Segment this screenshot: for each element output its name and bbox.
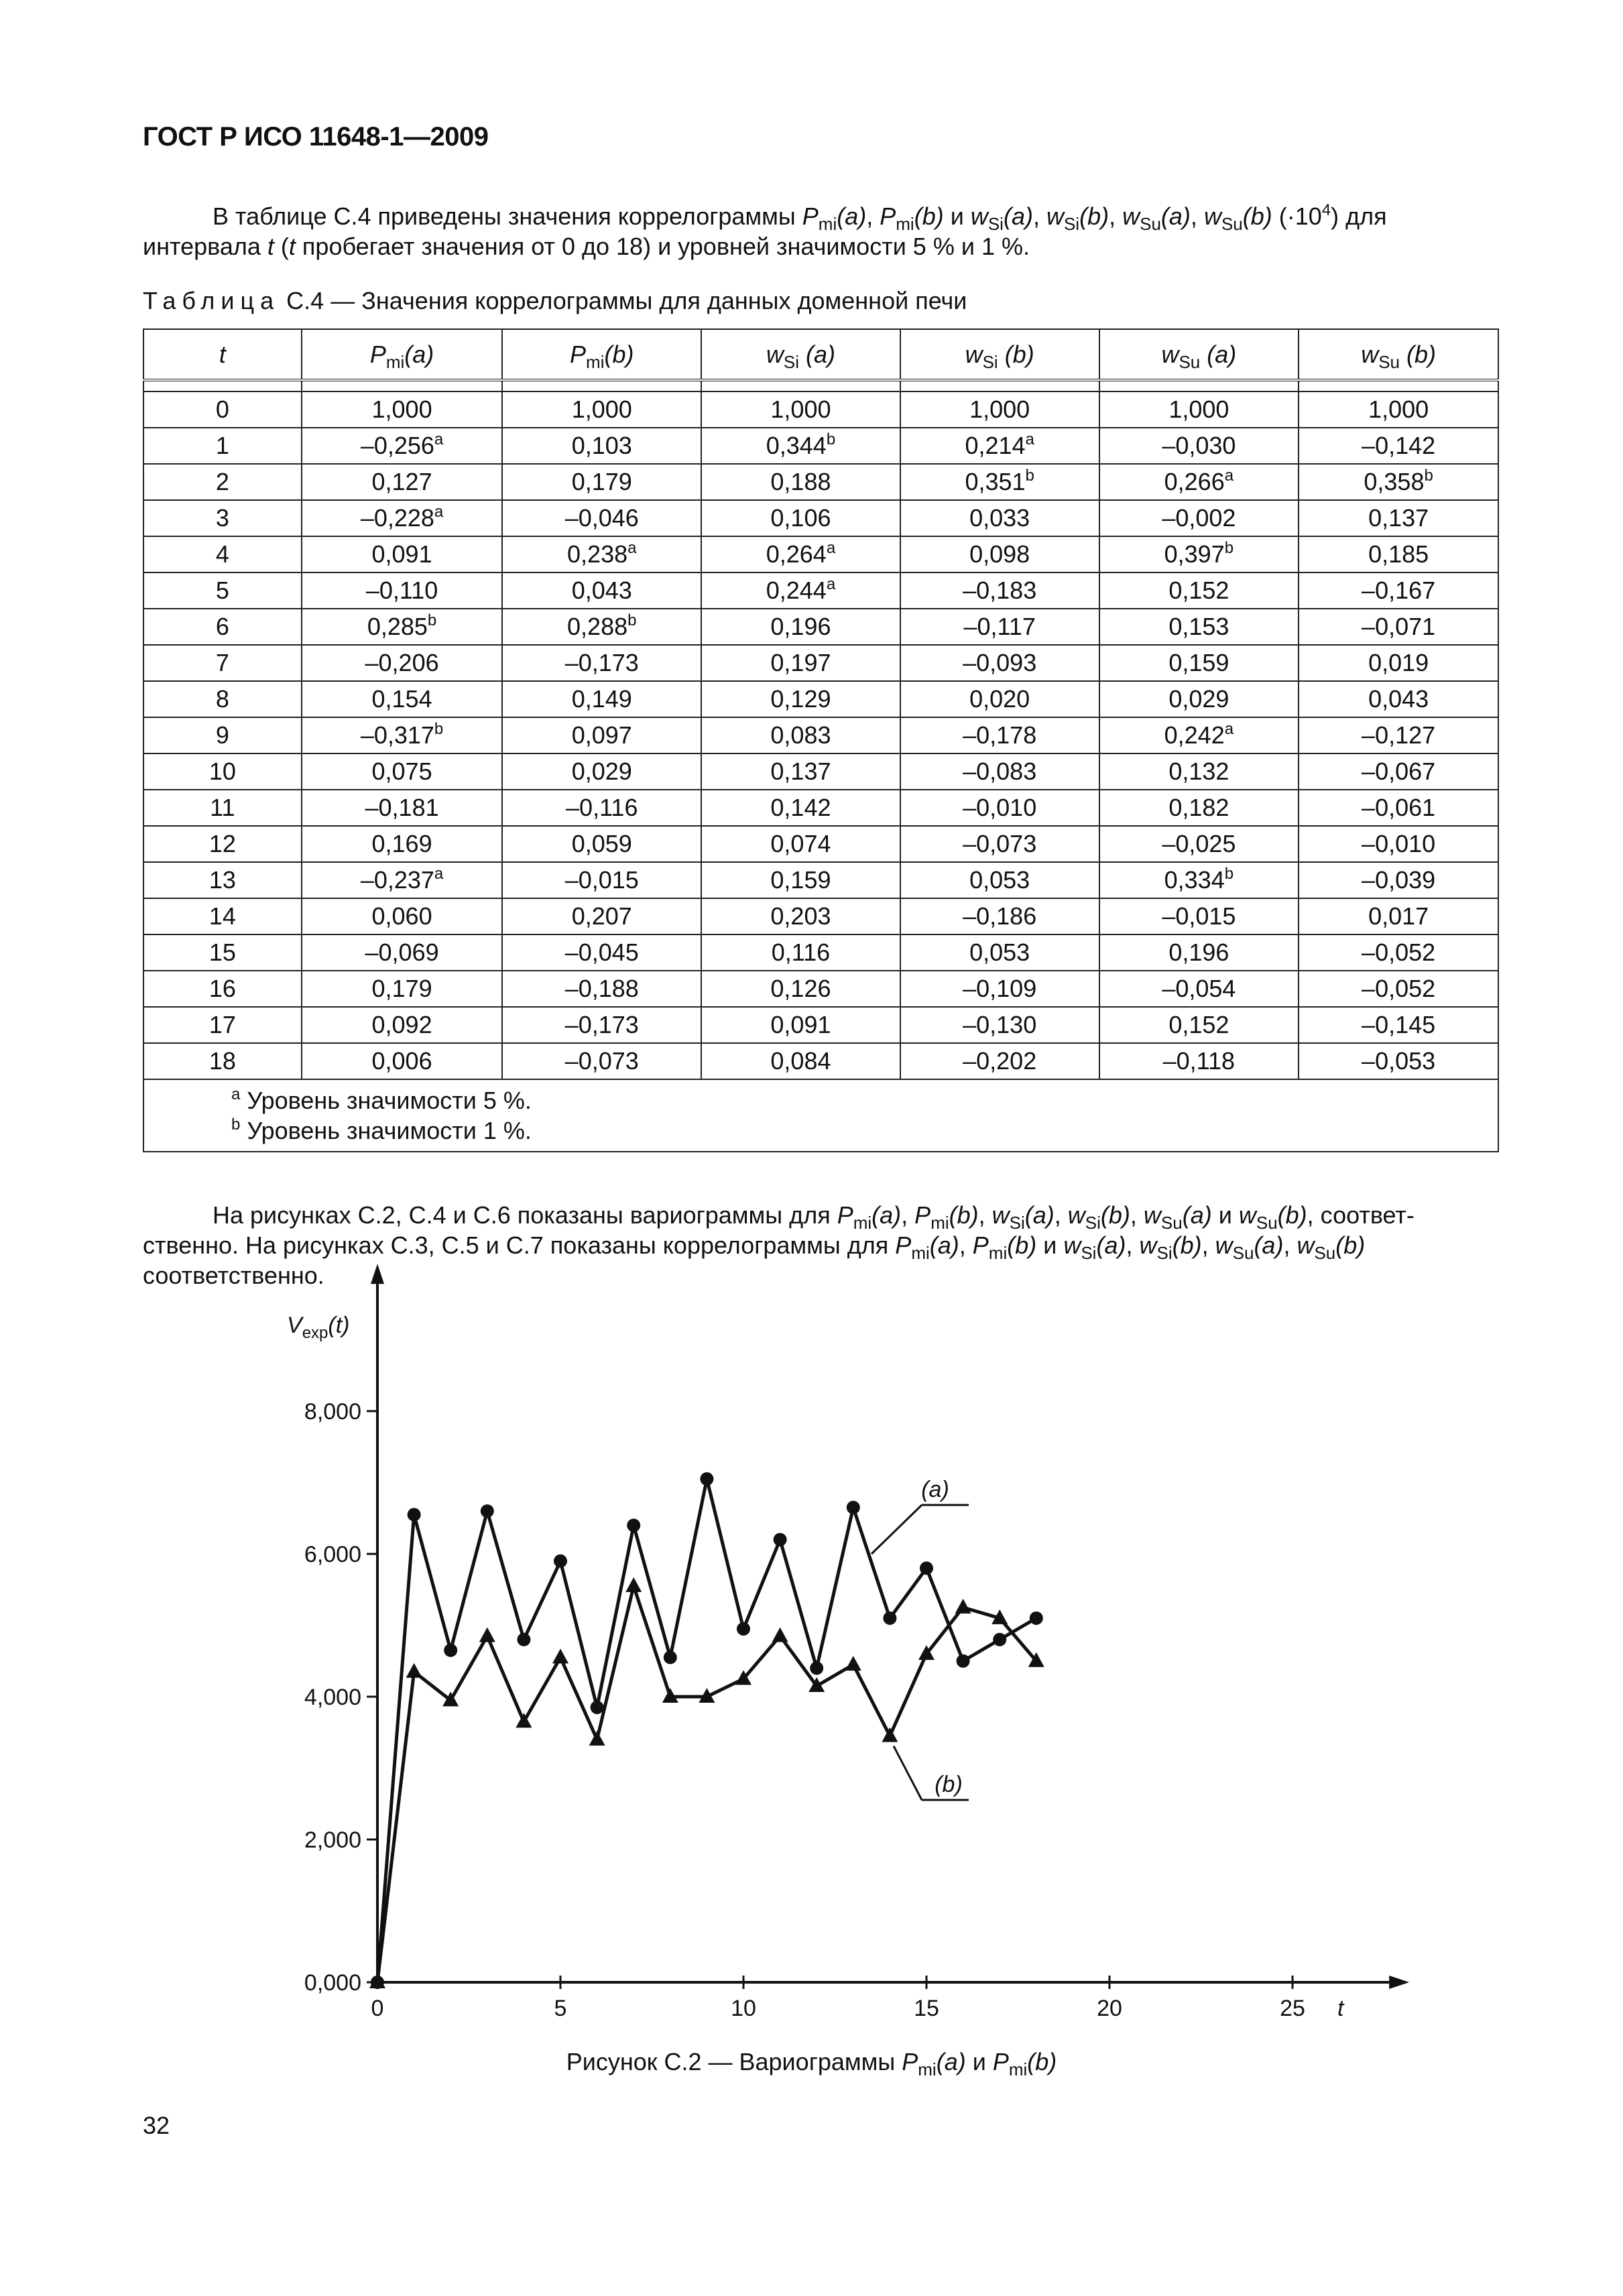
- table-cell: 0,344$^b$: [701, 428, 900, 464]
- table-cell: 0,152: [1099, 572, 1299, 609]
- table-cell: 0,185: [1299, 536, 1498, 572]
- table-cell: –0,030: [1099, 428, 1299, 464]
- table-cell: –0,130: [900, 1007, 1099, 1043]
- y-tick-label: 2,000: [304, 1827, 361, 1853]
- table-cell: 0,137: [701, 753, 900, 790]
- data-point-b: [845, 1656, 861, 1671]
- table-cell: 0,169: [302, 826, 503, 862]
- table-cell: –0,010: [1299, 826, 1498, 862]
- table-cell: 0,075: [302, 753, 503, 790]
- table-cell: 0,129: [701, 681, 900, 717]
- x-tick-label: 25: [1280, 1996, 1305, 2021]
- table-cell: 0,053: [900, 862, 1099, 898]
- data-point-a: [591, 1701, 604, 1714]
- table-cell: –0,025: [1099, 826, 1299, 862]
- data-point-a: [957, 1654, 970, 1668]
- data-point-a: [664, 1650, 677, 1664]
- y-tick-label: 6,000: [304, 1542, 361, 1567]
- y-tick-label: 4,000: [304, 1685, 361, 1710]
- table-cell: 0,288$^b$: [502, 609, 701, 645]
- table-cell: 0,179: [302, 971, 503, 1007]
- table-cell: 0,126: [701, 971, 900, 1007]
- table-cell: 1,000: [1299, 391, 1498, 428]
- table-cell: 0,083: [701, 717, 900, 753]
- table-cell: –0,053: [1299, 1043, 1498, 1079]
- table-cell: 0,153: [1099, 609, 1299, 645]
- table-cell: 0,033: [900, 500, 1099, 536]
- table-cell: 0,242$^a$: [1099, 717, 1299, 753]
- series-label-a: (a): [921, 1477, 949, 1502]
- table-cell: 0,029: [1099, 681, 1299, 717]
- data-point-b: [625, 1577, 642, 1592]
- table-cell: 0,116: [701, 934, 900, 971]
- table-cell: 0,197: [701, 645, 900, 681]
- y-axis-arrow: [371, 1264, 384, 1284]
- data-point-a: [920, 1561, 933, 1575]
- table-caption: Таблица С.4 — Значения коррелограммы для данных доменной печи: [143, 287, 967, 314]
- data-point-a: [737, 1622, 750, 1636]
- para2-line-2: ственно. На рисунках С.3, С.5 и С.7 показаны коррелограммы для $P_{mi}(a)$, $P_{mi}(b)$ и $w_{Si}(a)$, $w_{Si}(b)$, $w_{Su}(a)$, $w_{Su}(b)$: [143, 1231, 1366, 1263]
- table-cell: 0: [143, 391, 302, 428]
- table-cell: 0,029: [502, 753, 701, 790]
- column-header: t: [143, 329, 302, 380]
- table-cell: –0,173: [502, 1007, 701, 1043]
- x-axis-label: t: [1337, 1996, 1344, 2021]
- significance-mark: b: [1424, 467, 1433, 485]
- table-cell: 4: [143, 536, 302, 572]
- table-cell: 0,285$^b$: [302, 609, 503, 645]
- table-cell: –0,117: [900, 609, 1099, 645]
- table-cell: 1,000: [502, 391, 701, 428]
- data-point-a: [554, 1555, 567, 1568]
- table-cell: 0,358$^b$: [1299, 464, 1498, 500]
- data-point-a: [700, 1472, 713, 1486]
- table-cell: 0,084: [701, 1043, 900, 1079]
- table-cell: –0,052: [1299, 934, 1498, 971]
- column-header: $w_{Su}$ (a): [1099, 329, 1299, 380]
- table-cell: 1,000: [701, 391, 900, 428]
- table-cell: 7: [143, 645, 302, 681]
- table-cell: –0,178: [900, 717, 1099, 753]
- data-point-a: [847, 1501, 860, 1514]
- table-note: $^a$ Уровень значимости 5 %.: [231, 1085, 532, 1114]
- table-cell: –0,110: [302, 572, 503, 609]
- significance-mark: a: [1224, 720, 1234, 738]
- table-cell: –0,109: [900, 971, 1099, 1007]
- data-point-b: [552, 1648, 568, 1663]
- data-point-b: [772, 1627, 788, 1642]
- table-cell: 2: [143, 464, 302, 500]
- significance-mark: a: [826, 539, 836, 557]
- table-cell: 0,203: [701, 898, 900, 934]
- table-cell: 9: [143, 717, 302, 753]
- column-header: $P_{mi}(b)$: [502, 329, 701, 380]
- table-cell: 0,214$^a$: [900, 428, 1099, 464]
- table-cell: 0,043: [502, 572, 701, 609]
- data-point-a: [517, 1633, 530, 1646]
- table-cell: 0,154: [302, 681, 503, 717]
- table-cell: –0,067: [1299, 753, 1498, 790]
- table-cell: 0,091: [302, 536, 503, 572]
- significance-mark: b: [1224, 539, 1234, 557]
- table-cell: –0,039: [1299, 862, 1498, 898]
- y-tick-label: 8,000: [304, 1399, 361, 1425]
- data-point-a: [481, 1504, 494, 1518]
- table-cell: 0,019: [1299, 645, 1498, 681]
- series-label-b: (b): [935, 1772, 963, 1797]
- table-cell: 0,059: [502, 826, 701, 862]
- table-cell: 0,152: [1099, 1007, 1299, 1043]
- table-cell: 1,000: [1099, 391, 1299, 428]
- table-cell: 13: [143, 862, 302, 898]
- x-tick-label: 10: [731, 1996, 756, 2021]
- page-header: ГОСТ Р ИСО 11648-1—2009: [143, 122, 489, 152]
- table-cell: 0,397$^b$: [1099, 536, 1299, 572]
- intro-line-2: интервала t (t пробегает значения от 0 до 18) и уровней значимости 5 % и 1 %.: [143, 233, 1030, 260]
- table-cell: 0,127: [302, 464, 503, 500]
- table-cell: 10: [143, 753, 302, 790]
- table-cell: 1,000: [900, 391, 1099, 428]
- table-cell: 0,266$^a$: [1099, 464, 1299, 500]
- data-point-b: [479, 1627, 495, 1642]
- table-cell: 0,132: [1099, 753, 1299, 790]
- table-cell: 0,196: [1099, 934, 1299, 971]
- table-cell: 0,006: [302, 1043, 503, 1079]
- table-cell: –0,202: [900, 1043, 1099, 1079]
- table-cell: –0,145: [1299, 1007, 1498, 1043]
- table-cell: 8: [143, 681, 302, 717]
- column-header: $w_{Si}$ (a): [701, 329, 900, 380]
- table-cell: 16: [143, 971, 302, 1007]
- table-cell: –0,116: [502, 790, 701, 826]
- table-cell: 0,244$^a$: [701, 572, 900, 609]
- leader-line-b: [894, 1746, 922, 1800]
- data-point-a: [627, 1518, 640, 1532]
- column-header: $P_{mi}(a)$: [302, 329, 503, 380]
- table-cell: 0,074: [701, 826, 900, 862]
- table-cell: 18: [143, 1043, 302, 1079]
- table-cell: 12: [143, 826, 302, 862]
- table-cell: 0,264$^a$: [701, 536, 900, 572]
- table-cell: –0,237$^a$: [302, 862, 503, 898]
- table-cell: 0,159: [1099, 645, 1299, 681]
- table-cell: –0,093: [900, 645, 1099, 681]
- figure-caption: Рисунок С.2 — Вариограммы $P_{mi}(a)$ и $P_{mi}(b)$: [566, 2048, 1057, 2079]
- data-point-b: [406, 1663, 422, 1678]
- table-cell: 0,351$^b$: [900, 464, 1099, 500]
- table-cell: 0,182: [1099, 790, 1299, 826]
- table-cell: –0,010: [900, 790, 1099, 826]
- table-cell: 0,149: [502, 681, 701, 717]
- table-cell: –0,173: [502, 645, 701, 681]
- table-cell: 15: [143, 934, 302, 971]
- table-cell: 11: [143, 790, 302, 826]
- table-cell: 0,092: [302, 1007, 503, 1043]
- table-cell: –0,073: [900, 826, 1099, 862]
- table-cell: –0,317$^b$: [302, 717, 503, 753]
- table-cell: –0,127: [1299, 717, 1498, 753]
- table-cell: 3: [143, 500, 302, 536]
- data-point-b: [882, 1728, 898, 1742]
- table-cell: 0,043: [1299, 681, 1498, 717]
- significance-mark: a: [434, 503, 444, 521]
- table-cell: 0,179: [502, 464, 701, 500]
- data-point-a: [774, 1533, 787, 1547]
- significance-mark: b: [434, 720, 444, 738]
- significance-mark: b: [1025, 467, 1034, 485]
- table-cell: 0,188: [701, 464, 900, 500]
- x-tick-label: 15: [914, 1996, 939, 2021]
- table-cell: –0,118: [1099, 1043, 1299, 1079]
- table-cell: –0,046: [502, 500, 701, 536]
- table-cell: –0,228$^a$: [302, 500, 503, 536]
- table-cell: 0,238$^a$: [502, 536, 701, 572]
- data-point-b: [589, 1731, 605, 1746]
- intro-line-1: В таблице С.4 приведены значения коррелограммы $P_{mi}(a)$, $P_{mi}(b)$ и $w_{Si}(a)$, $w_{Si}(b)$, $w_{Su}(a)$, $w_{Su}(b)$ $(\cdot 10^4)$ для: [213, 201, 1387, 234]
- significance-mark: b: [627, 611, 637, 629]
- table-cell: 0,207: [502, 898, 701, 934]
- table-cell: 0,020: [900, 681, 1099, 717]
- x-tick-label: 0: [371, 1996, 384, 2021]
- significance-mark: b: [427, 611, 437, 629]
- table-cell: 0,017: [1299, 898, 1498, 934]
- table-cell: –0,183: [900, 572, 1099, 609]
- table-cell: 17: [143, 1007, 302, 1043]
- data-point-a: [408, 1508, 421, 1521]
- table-cell: 1,000: [302, 391, 503, 428]
- x-tick-label: 20: [1097, 1996, 1122, 2021]
- significance-mark: a: [434, 865, 444, 883]
- table-cell: –0,188: [502, 971, 701, 1007]
- table-cell: 0,137: [1299, 500, 1498, 536]
- data-point-a: [993, 1633, 1006, 1646]
- table-cell: 0,097: [502, 717, 701, 753]
- data-point-a: [1030, 1612, 1043, 1625]
- table-cell: –0,054: [1099, 971, 1299, 1007]
- data-point-a: [444, 1644, 457, 1657]
- table-cell: 6: [143, 609, 302, 645]
- x-tick-label: 5: [554, 1996, 567, 2021]
- table-cell: 0,091: [701, 1007, 900, 1043]
- table-cell: 0,098: [900, 536, 1099, 572]
- table-cell: –0,061: [1299, 790, 1498, 826]
- para2-line-3: соответственно.: [143, 1262, 324, 1289]
- data-point-b: [955, 1599, 971, 1614]
- table-cell: –0,045: [502, 934, 701, 971]
- table-cell: –0,071: [1299, 609, 1498, 645]
- significance-mark: a: [1224, 467, 1234, 485]
- data-point-a: [810, 1661, 823, 1675]
- table-cell: –0,015: [1099, 898, 1299, 934]
- table-cell: 14: [143, 898, 302, 934]
- table-cell: 0,334$^b$: [1099, 862, 1299, 898]
- table-cell: –0,073: [502, 1043, 701, 1079]
- table-cell: –0,002: [1099, 500, 1299, 536]
- x-axis-arrow: [1389, 1976, 1409, 1989]
- significance-mark: b: [1224, 865, 1234, 883]
- table-cell: 0,142: [701, 790, 900, 826]
- significance-mark: a: [434, 430, 444, 448]
- page-number: 32: [143, 2112, 170, 2139]
- column-header: $w_{Si}$ (b): [900, 329, 1099, 380]
- table-cell: –0,167: [1299, 572, 1498, 609]
- significance-mark: b: [826, 430, 836, 448]
- table-cell: –0,052: [1299, 971, 1498, 1007]
- table-note: $^b$ Уровень значимости 1 %.: [231, 1115, 532, 1144]
- series-line-a: [377, 1479, 1036, 1982]
- table-cell: 0,060: [302, 898, 503, 934]
- table-cell: 0,053: [900, 934, 1099, 971]
- table-cell: 5: [143, 572, 302, 609]
- table-cell: 0,159: [701, 862, 900, 898]
- y-tick-label: 0,000: [304, 1970, 361, 1996]
- table-cell: –0,181: [302, 790, 503, 826]
- table-cell: 0,106: [701, 500, 900, 536]
- significance-mark: a: [826, 575, 836, 593]
- leader-line-a: [871, 1505, 922, 1554]
- column-header: $w_{Su}$ (b): [1299, 329, 1498, 380]
- para2-line-1: На рисунках С.2, С.4 и С.6 показаны вариограммы для $P_{mi}(a)$, $P_{mi}(b)$, $w_{Si}(a)$, $w_{Si}(b)$, $w_{Su}(a)$ и $w_{Su}(b)$, соответ-: [213, 1201, 1415, 1233]
- significance-mark: a: [1025, 430, 1034, 448]
- table-cell: –0,206: [302, 645, 503, 681]
- table-cell: 0,196: [701, 609, 900, 645]
- y-axis-label: $V_{exp}(t)$: [287, 1313, 350, 1342]
- table-cell: –0,186: [900, 898, 1099, 934]
- table-cell: 1: [143, 428, 302, 464]
- table-cell: –0,083: [900, 753, 1099, 790]
- table-cell: 0,103: [502, 428, 701, 464]
- data-point-a: [883, 1612, 896, 1625]
- table-cell: –0,069: [302, 934, 503, 971]
- table-cell: –0,256$^a$: [302, 428, 503, 464]
- significance-mark: a: [627, 539, 637, 557]
- table-cell: –0,142: [1299, 428, 1498, 464]
- table-cell: –0,015: [502, 862, 701, 898]
